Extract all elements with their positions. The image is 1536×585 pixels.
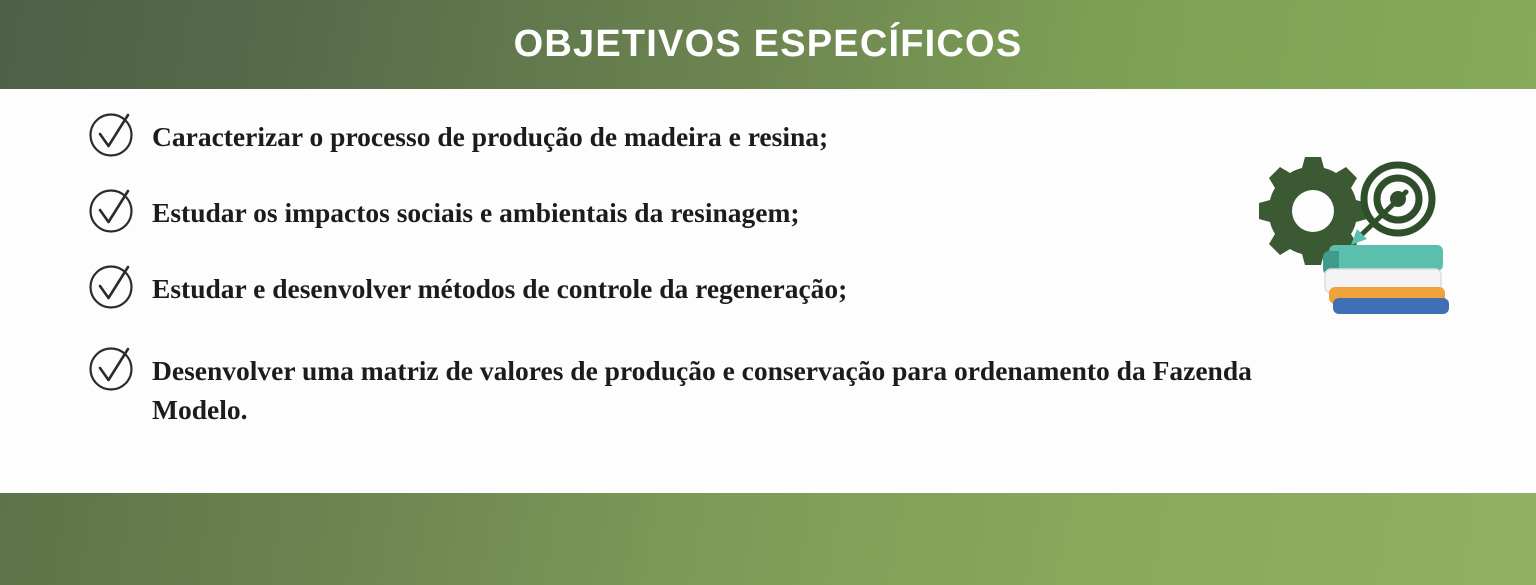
slide-body [0,89,1536,493]
books-icon [1323,245,1449,314]
page-title: OBJETIVOS ESPECÍFICOS [513,22,1023,65]
list-item [84,111,1364,161]
slide-header-band [0,0,1536,89]
list-item-label: Caracterizar o processo de produção de madeira e resina; [152,121,829,152]
list-item [84,345,1364,429]
check-mark-circle-icon [84,341,138,395]
check-mark-circle-icon [84,259,138,313]
objectives-list [84,111,1364,429]
list-item-label: Estudar e desenvolver métodos de controle da regeneração; [152,273,848,304]
list-item-label: Desenvolver uma matriz de valores de produção e conservação para ordenamento da Fazenda Modelo. [152,355,1252,426]
list-item-label: Estudar os impactos sociais e ambientais da resinagem; [152,197,800,228]
list-item [84,187,1364,237]
check-mark-circle-icon [84,107,138,161]
slide-footer-band [0,493,1536,585]
list-item [84,263,1364,313]
gear-target-books-illustration [1243,149,1458,314]
check-mark-circle-icon [84,183,138,237]
